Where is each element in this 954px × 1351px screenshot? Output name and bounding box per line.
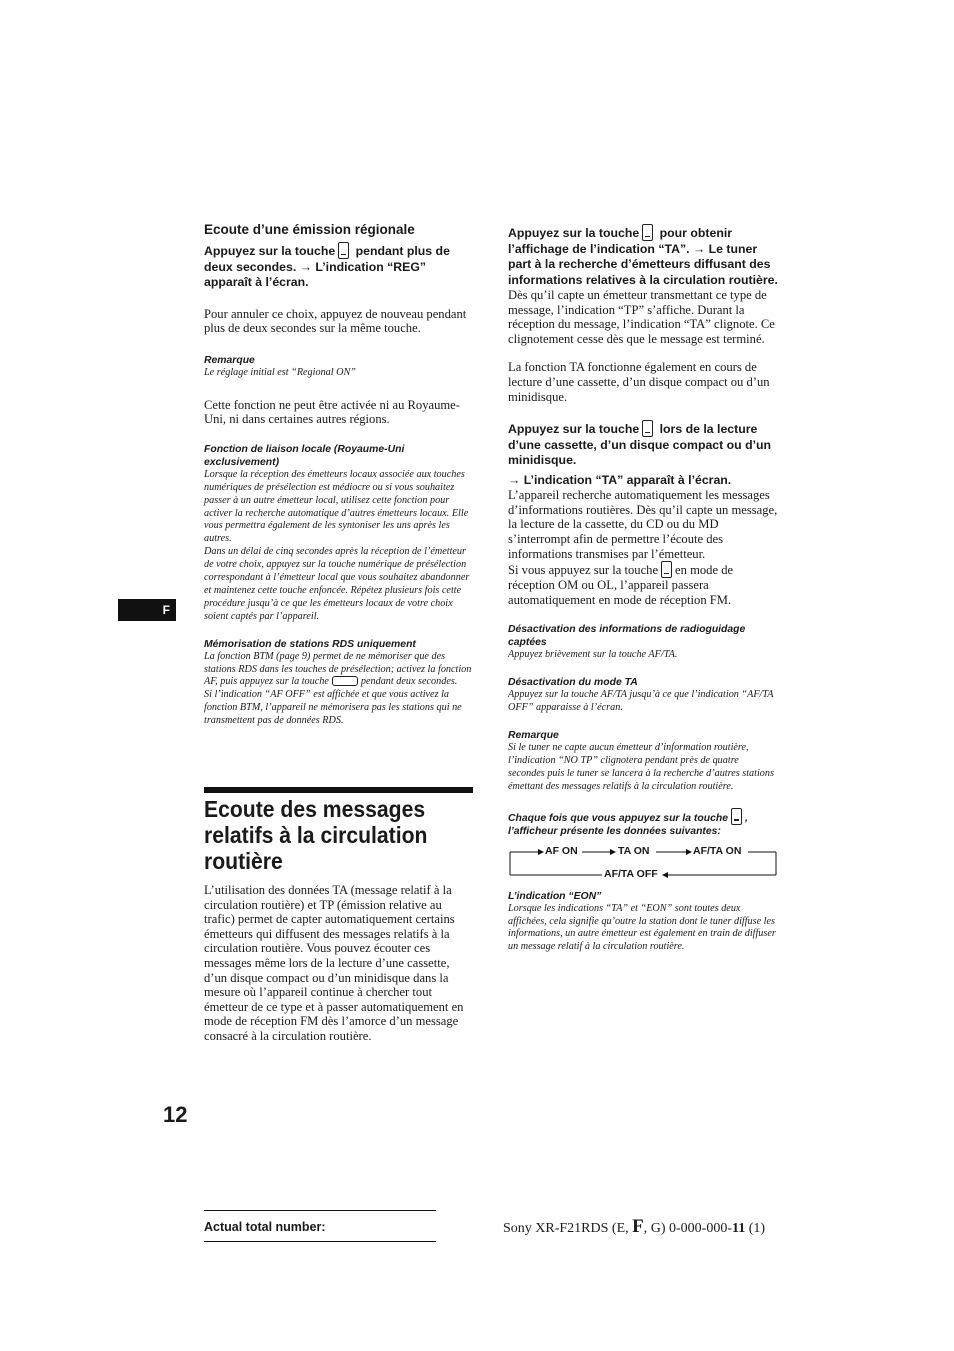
section-body-wrap xyxy=(204,883,474,1044)
regional-heading: Ecoute d’une émission régionale xyxy=(204,222,415,237)
section-rule xyxy=(204,787,473,793)
button-icon xyxy=(338,242,349,259)
model-code: Sony XR-F21RDS (E, F, G) 0-000-000-11 (1) xyxy=(503,1216,766,1237)
playback-instruction: Appuyez sur la touche lors de la lecture d’une cassette, d’un disque compact ou d’un minidisque. xyxy=(508,422,772,468)
regional-body-2: Cette fonction ne peut être activée ni au Royaume-Uni, ni dans certaines autres régions. xyxy=(204,397,460,427)
cycle-diagram xyxy=(508,842,778,882)
button-icon xyxy=(731,808,742,825)
cycle-ta-on: TA ON xyxy=(618,844,650,857)
ta-body-2: La fonction TA fonctionne également en cours de lecture d’une cassette, d’un disque compact ou d’un minidisque. xyxy=(508,360,770,404)
left-column xyxy=(204,222,474,728)
cycle-af-on: AF ON xyxy=(545,844,578,857)
ta-instruction: Appuyez sur la touche pour obtenir l’affichage de l’indication “TA”. → Le tuner part à la recherche d’émetteurs diffusant des informations relatives à la circulation routière. xyxy=(508,226,778,287)
footer-rule-top xyxy=(204,1210,436,1211)
local-link-p2: Dans un délai de cinq secondes après la réception de l’émetteur de votre choix, appuyez sur la touche numérique de présélection correspondant à l’émetteur local que vous souhaitez abandonner et maintenez cette touche enfoncée. Répétez plusieurs fois cette procédure jusqu’à ce que les émetteurs locaux de votre choix soient captés par l’appareil. xyxy=(204,546,470,622)
section-title-wrap xyxy=(204,796,504,874)
deactivate-ta-text: Appuyez sur la touche AF/TA jusqu’à ce que l’indication “AF/TA OFF” apparaisse à l’écran. xyxy=(508,689,774,714)
playback-result: → L’indication “TA” apparaît à l’écran. xyxy=(508,472,732,487)
section-title: Ecoute des messages relatifs à la circulation routière xyxy=(204,796,428,874)
language-tab xyxy=(118,599,176,621)
cycle-heading: Chaque fois que vous appuyez sur la touche , l’afficheur présente les données suivantes: xyxy=(508,808,778,838)
regional-body: Pour annuler ce choix, appuyez de nouveau pendant plus de deux secondes sur la même touche. xyxy=(204,306,467,336)
playback-body-1: L’appareil recherche automatiquement les messages d’informations routières. Dès qu’il capte un message, la lecture de la cassette, du CD ou du MD s’interrompt afin de permettre l’écoute des informations transmises par l’émetteur. xyxy=(508,488,778,561)
footer-rule-bottom xyxy=(204,1241,436,1242)
remark-heading: Remarque xyxy=(508,730,559,742)
button-icon xyxy=(332,676,358,686)
local-link-p1: Lorsque la réception des émetteurs locaux associée aux touches numériques de présélection est médiocre ou si vous souhaitez passer à un autre émetteur local, utilisez cette fonction pour activer la recherche automatique d’autres émetteurs locaux. Elle vous permettra également de les syntoniser les uns après les autres. xyxy=(204,468,469,545)
cycle-af-ta-on: AF/TA ON xyxy=(693,844,742,857)
playback-body-2: Si vous appuyez sur la touche en mode de réception OM ou OL, l’appareil passera automatiquement en mode de réception FM. xyxy=(508,563,734,607)
button-icon xyxy=(661,561,672,578)
regional-remark-heading: Remarque xyxy=(204,354,255,366)
actual-total-label: Actual total number: xyxy=(204,1220,326,1234)
right-column xyxy=(508,224,778,954)
eon-text: Lorsque les indications “TA” et “EON” sont toutes deux affichées, cela signifie qu’outre la station dont le tuner diffuse les informations, un autre émetteur est également en train de diffuser un message relatif à la circulation routière. xyxy=(508,902,776,953)
eon-heading: L’indication “EON” xyxy=(508,890,602,902)
rds-memory-heading: Mémorisation de stations RDS uniquement xyxy=(204,638,416,650)
deactivate-info-text: Appuyez brièvement sur la touche AF/TA. xyxy=(508,649,678,661)
ta-body-1: Dès qu’il capte un émetteur transmettant ce type de message, l’indication “TP” s’affiche. Durant la réception du message, l’indication “TA” clignote. Ce clignotement cesse dès que le message est terminé. xyxy=(508,288,775,346)
local-link-heading: Fonction de liaison locale (Royaume-Uni exclusivement) xyxy=(204,443,405,468)
regional-instruction: Appuyez sur la touche pendant plus de deux secondes. → L’indication “REG” apparaît à l’écran. xyxy=(204,244,450,289)
rds-memory-p2: Si l’indication “AF OFF” est affichée et que vous activez la fonction BTM, l’appareil ne mémorisera pas les stations qui ne transmettent pas de données RDS. xyxy=(204,689,462,727)
cycle-af-ta-off: AF/TA OFF xyxy=(604,867,658,880)
deactivate-ta-heading: Désactivation du mode TA xyxy=(508,677,638,689)
regional-remark-text: Le réglage initial est “Regional ON” xyxy=(204,366,356,378)
remark-text: Si le tuner ne capte aucun émetteur d’information routière, l’indication “NO TP” clignotera pendant près de quatre secondes puis le tuner se lancera à la recherche d’autres stations émettant des messages relatifs à la circulation routière. xyxy=(508,742,774,792)
page-number: 12 xyxy=(163,1102,188,1127)
deactivate-info-heading: Désactivation des informations de radioguidage captées xyxy=(508,624,746,649)
button-icon xyxy=(642,224,653,241)
rds-memory-p1: La fonction BTM (page 9) permet de ne mémoriser que des stations RDS dans les touches de présélection; activez la fonction AF, puis appuyez sur la touche pendant deux secondes. xyxy=(204,650,472,688)
section-body: L’utilisation des données TA (message relatif à la circulation routière) et TP (émission relative au trafic) permet de capter automatiquement certains émetteurs qui diffusent des messages relatifs à la circulation routière. Vous pouvez écouter ces messages même lors de la lecture d’une cassette, d’un disque compact ou d’un minidisque dans la mesure où l’appareil continue à chercher tout émetteur de ce type et à passer automatiquement en mode de réception FM dès l’amorce d’un message consacré à la circulation routière. xyxy=(204,883,464,1043)
language-tab-label: F xyxy=(162,603,170,617)
button-icon xyxy=(642,420,653,437)
